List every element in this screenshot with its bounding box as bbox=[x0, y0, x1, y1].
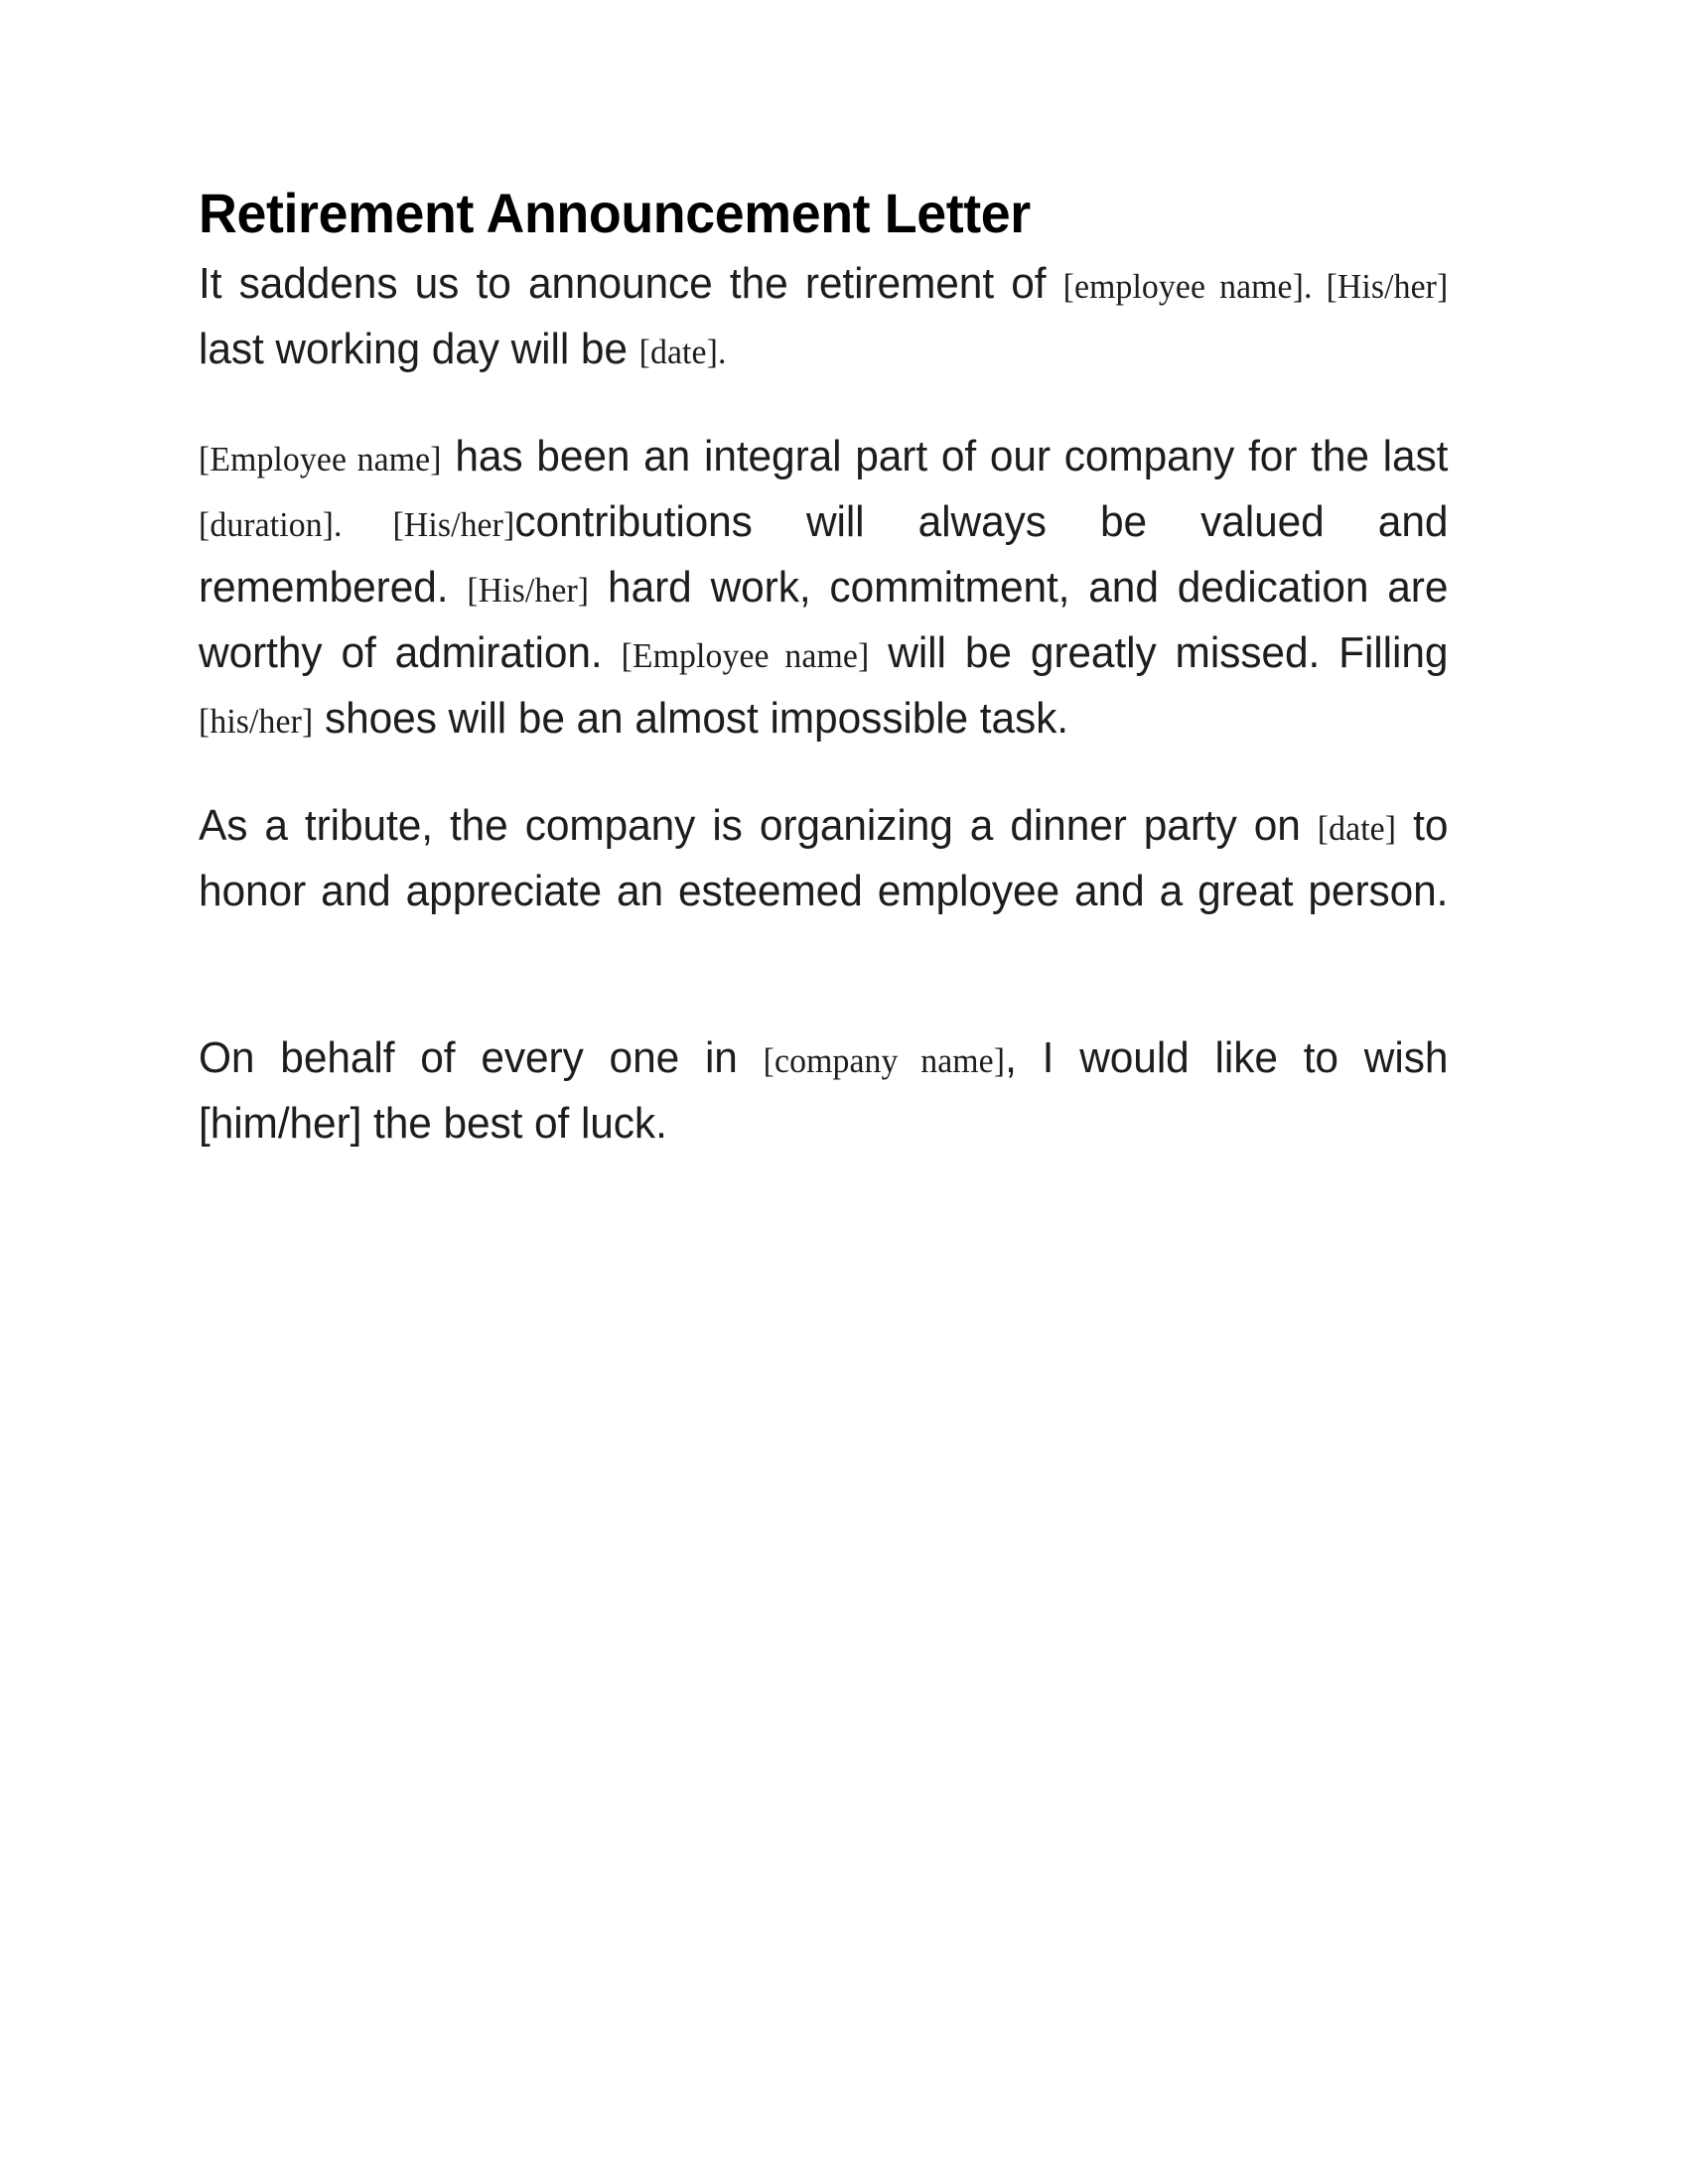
text-segment: will be greatly missed. Filling bbox=[869, 628, 1449, 678]
text-segment: hard work, commitment, and dedication are worthy of admiration. bbox=[199, 563, 1449, 678]
text-segment: shoes will be an almost impossible task. bbox=[313, 694, 1068, 744]
placeholder-date: [date] bbox=[1317, 809, 1397, 849]
text-segment: It saddens us to announce the retirement of bbox=[199, 259, 1063, 309]
placeholder-his-her: [His/her] bbox=[392, 505, 515, 545]
text-segment: . bbox=[717, 333, 727, 372]
text-segment: the best of luck. bbox=[361, 1099, 667, 1149]
text-segment: , I would like to wish bbox=[1005, 1033, 1449, 1083]
placeholder-employee-name: [Employee name] bbox=[199, 440, 442, 479]
text-segment: On behalf of every one in bbox=[199, 1033, 764, 1083]
placeholder-employee-name: [employee name] bbox=[1062, 267, 1304, 307]
text-segment: . bbox=[334, 505, 393, 545]
text-segment: contributions will always be valued and remembered. bbox=[199, 497, 1449, 613]
text-segment: last working day will be bbox=[199, 325, 639, 374]
paragraph-dinner-party bbox=[199, 794, 1448, 985]
paragraph-closing-wishes bbox=[199, 1026, 1448, 1155]
placeholder-his-her-lower: [his/her] bbox=[199, 702, 314, 742]
placeholder-date: [date] bbox=[638, 333, 718, 372]
placeholder-his-her: [His/her] bbox=[1326, 267, 1449, 307]
text-segment: has been an integral part of our company for the last bbox=[441, 432, 1449, 481]
paragraph-employee-tribute bbox=[199, 425, 1448, 752]
placeholder-him-her: [him/her] bbox=[199, 1099, 362, 1149]
page-title: Retirement Announcement Letter bbox=[199, 182, 1031, 244]
placeholder-employee-name: [Employee name] bbox=[621, 636, 870, 676]
placeholder-duration: [duration] bbox=[199, 505, 335, 545]
paragraph-retirement-announcement bbox=[199, 252, 1448, 383]
text-segment: . bbox=[1303, 267, 1327, 307]
text-segment: to honor and appreciate an esteemed employee and a great person. bbox=[199, 801, 1449, 916]
paragraph-dinner-party-flow bbox=[199, 794, 1448, 985]
text-segment: As a tribute, the company is organizing a dinner party on bbox=[199, 801, 1318, 851]
placeholder-his-her: [His/her] bbox=[467, 571, 590, 611]
placeholder-company-name: [company name] bbox=[763, 1041, 1006, 1081]
